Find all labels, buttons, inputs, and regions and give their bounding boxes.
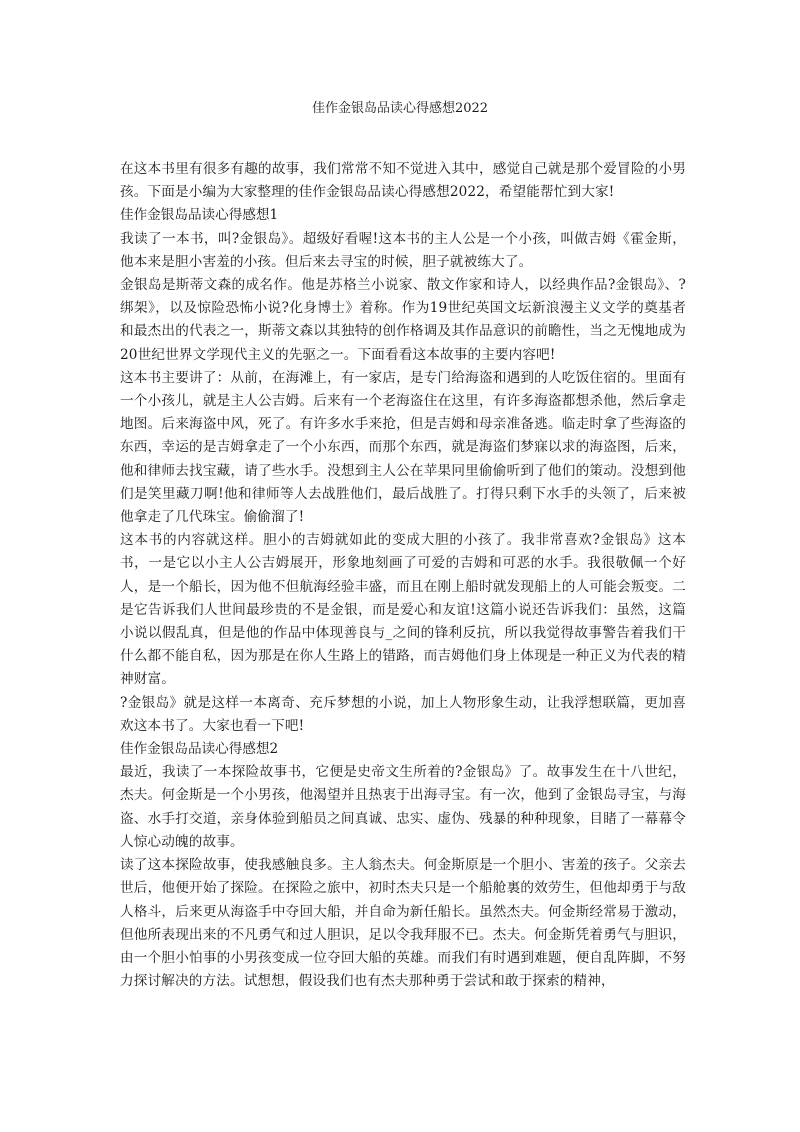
section-2-paragraph: 读了这本探险故事，使我感触良多。主人翁杰夫。何金斯原是一个胆小、害羞的孩子。父亲去世后，他便开始了探险。在探险之旅中，初时杰夫只是一个船舱裏的效劳生，但他却勇于与敌人格斗，后来更从海盗手中夺回大船，并自命为新任船长。虽然杰夫。何金斯经常易于激动，但他所表现出来的不凡勇气和过人胆识，足以令我拜服不已。杰夫。何金斯凭着勇气与胆识，由一个胆小怕事的小男孩变成一位夺回大船的英雄。而我们有时遇到难题，便自乱阵脚，不努力探讨解决的方法。试想想，假设我们也有杰夫那种勇于尝试和敢于探索的精神， xyxy=(120,857,686,990)
section-1-paragraph: 这本书的内容就这样。胆小的吉姆就如此的变成大胆的小孩了。我非常喜欢?金银岛》这本书，一是它以小主人公吉姆展开，形象地刻画了可爱的吉姆和可恶的水手。我很敬佩一个好人，是一个船长，因为他不但航海经验丰盛，而且在刚上船时就发现船上的人可能会叛变。二是它告诉我们人世间最珍贵的不是金银，而是爱心和友谊!这篇小说还告诉我们：虽然，这篇小说以假乱真，但是他的作品中体现善良与_之间的锋利反抗，所以我觉得故事警告着我们干什么都不能自私，因为那是在你人生路上的错路，而吉姆他们身上体现是一种正义为代表的精神财富。 xyxy=(120,532,686,688)
section-2-heading: 佳作金银岛品读心得感想2 xyxy=(120,741,279,758)
section-1-paragraph: 金银岛是斯蒂文森的成名作。他是苏格兰小说家、散文作家和诗人，以经典作品?金银岛》、?绑架》，以及惊险恐怖小说?化身博士》着称。作为19世纪英国文坛新浪漫主义文学的奠基者和最杰出的代表之一，斯蒂文森以其独特的创作格调及其作品意识的前瞻性，当之无愧地成为20世纪世界文学现代主义的先驱之一。下面看看这本故事的主要内容吧! xyxy=(120,277,686,363)
section-1-paragraph: ?金银岛》就是这样一本离奇、充斥梦想的小说，加上人物形象生动，让我浮想联篇，更加喜欢这本书了。大家也看一下吧! xyxy=(120,694,686,734)
section-1-paragraph: 这本书主要讲了：从前，在海滩上，有一家店，是专门给海盗和遇到的人吃饭住宿的。里面有一个小孩儿，就是主人公吉姆。后来有一个老海盗住在这里，有许多海盗都想杀他，然后拿走地图。后来海盗中风，死了。有许多水手来抢，但是吉姆和母亲准备逃。临走时拿了些海盗的东西，幸运的是吉姆拿走了一个小东西，而那个东西，就是海盗们梦寐以求的海盗图，后来，他和律师去找宝藏，请了些水手。没想到主人公在苹果冋里偷偷听到了他们的策动。没想到他们是笑里藏刀啊!他和律师等人去战胜他们，最后战胜了。打得只剩下水手的头领了，后来被他拿走了几代珠宝。偷偷溜了! xyxy=(120,369,687,526)
document-title: 佳作金银岛品读心得感想2022 xyxy=(311,101,489,116)
section-1-heading: 佳作金银岛品读心得感想1 xyxy=(120,207,279,224)
section-1-paragraph: 我读了一本书，叫?金银岛》。超级好看喔!这本书的主人公是一个小孩，叫做吉姆《霍金斯，他本来是胆小害羞的小孩。但后来去寻宝的时候，胆子就被练大了。 xyxy=(120,230,686,270)
intro-paragraph: 在这本书里有很多有趣的故事，我们常常不知不觉进入其中，感觉自己就是那个爱冒险的小男孩。下面是小编为大家整理的佳作金银岛品读心得感想2022，希望能帮忙到大家! xyxy=(120,161,686,201)
section-2-paragraph: 最近，我读了一本探险故事书，它便是史帝文生所着的?金银岛》了。故事发生在十八世纪，杰夫。何金斯是一个小男孩，他渴望并且热衷于出海寻宝。有一次，他到了金银岛寻宝，与海盗、水手打交道，亲身体验到船员之间真诚、忠实、虚伪、残暴的种种现象，目睹了一幕幕令人惊心动魄的故事。 xyxy=(120,764,686,850)
document-body xyxy=(120,158,686,993)
